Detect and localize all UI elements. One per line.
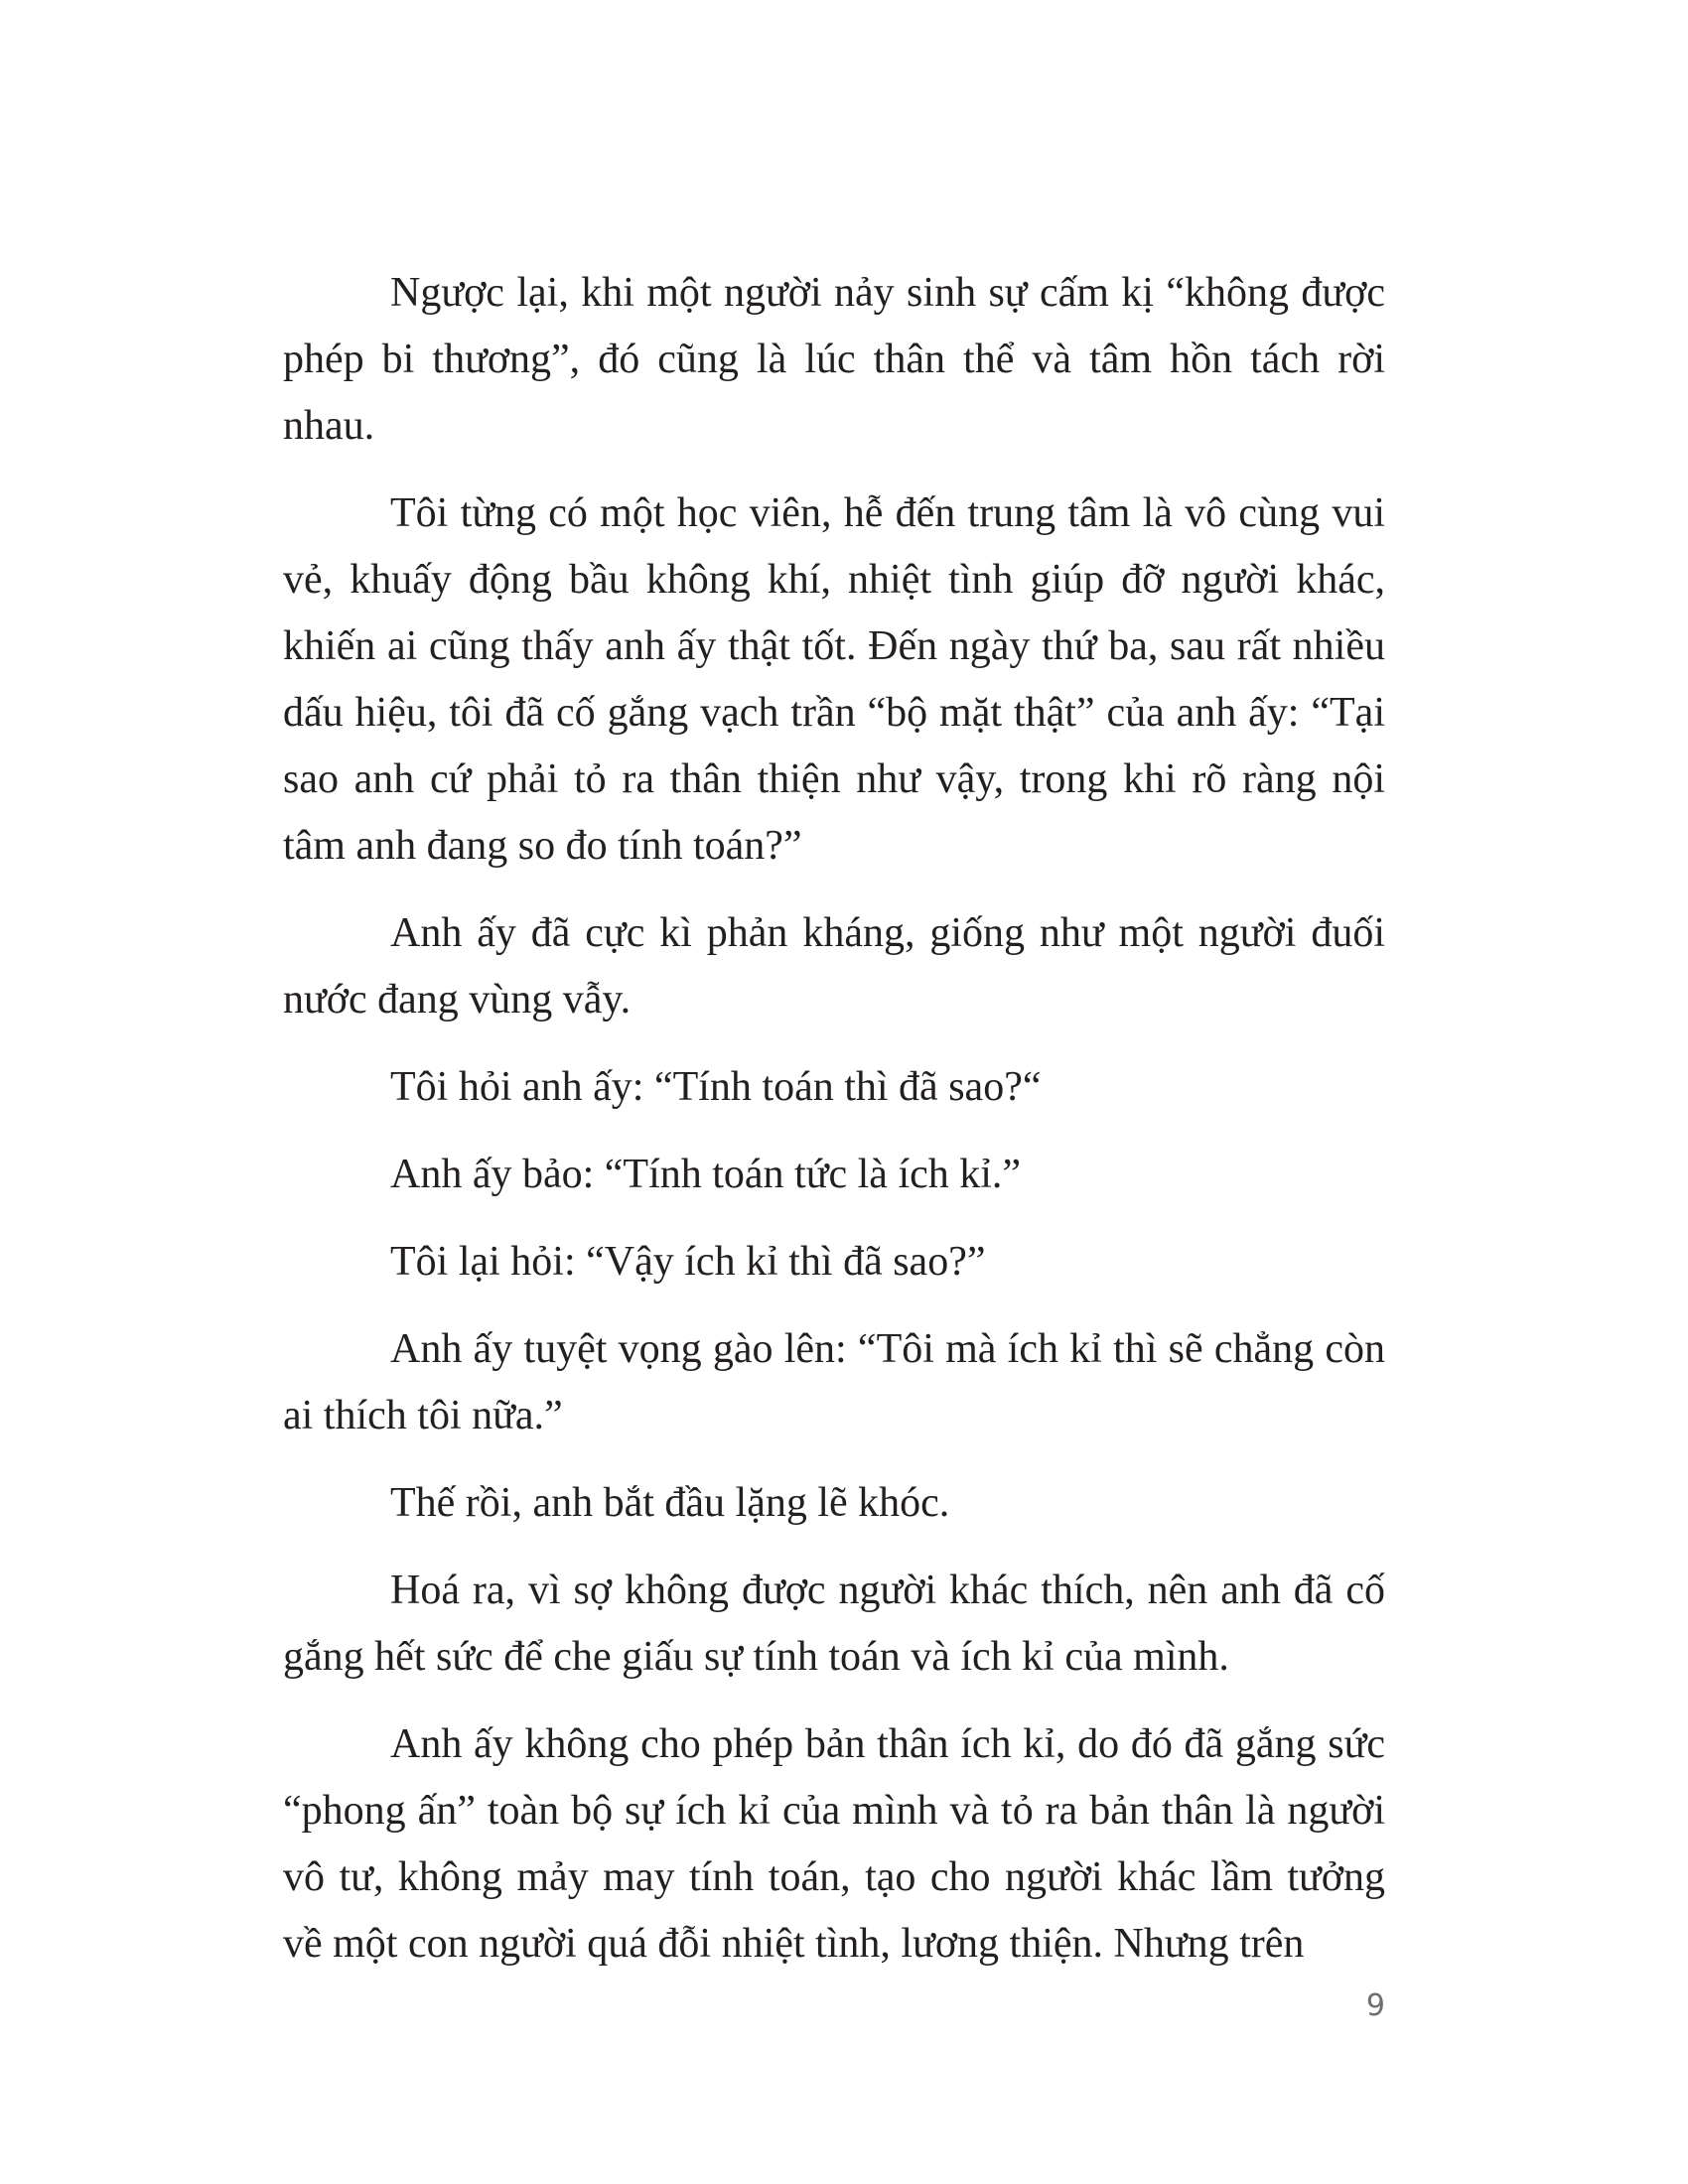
page-number: 9	[1365, 1988, 1385, 2023]
paragraph: Tôi lại hỏi: “Vậy ích kỉ thì đã sao?”	[390, 1239, 986, 1285]
body-text	[283, 260, 1385, 1978]
paragraph: Thế rồi, anh bắt đầu lặng lẽ khóc.	[390, 1480, 950, 1526]
paragraph: Tôi hỏi anh ấy: “Tính toán thì đã sao?“	[390, 1064, 1042, 1110]
paragraph: Ngược lại, khi một người nảy sinh sự cấm kị “không được phép bi thương”, đó cũng là lúc thân thể và tâm hồn tách rời nhau.	[283, 270, 1385, 449]
paragraph: Anh ấy bảo: “Tính toán tức là ích kỉ.”	[390, 1152, 1022, 1197]
paragraph: Anh ấy tuyệt vọng gào lên: “Tôi mà ích kỉ thì sẽ chẳng còn ai thích tôi nữa.”	[283, 1326, 1385, 1438]
paragraph: Tôi từng có một học viên, hễ đến trung tâm là vô cùng vui vẻ, khuấy động bầu không khí, nhiệt tình giúp đỡ người khác, khiến ai cũng thấy anh ấy thật tốt. Đến ngày thứ ba, sau rất nhiều dấu hiệu, tôi đã cố gắng vạch trần “bộ mặt thật” của anh ấy: “Tại sao anh cứ phải tỏ ra thân thiện như vậy, trong khi rõ ràng nội tâm anh đang so đo tính toán?”	[283, 490, 1385, 869]
paragraph: Hoá ra, vì sợ không được người khác thích, nên anh đã cố gắng hết sức để che giấu sự tính toán và ích kỉ của mình.	[283, 1568, 1385, 1680]
paragraph: Anh ấy đã cực kì phản kháng, giống như một người đuối nước đang vùng vẫy.	[283, 910, 1385, 1023]
paragraph: Anh ấy không cho phép bản thân ích kỉ, do đó đã gắng sức “phong ấn” toàn bộ sự ích kỉ của mình và tỏ ra bản thân là người vô tư, không mảy may tính toán, tạo cho người khác lầm tưởng về một con người quá đỗi nhiệt tình, lương thiện. Nhưng trên	[283, 1721, 1385, 1967]
